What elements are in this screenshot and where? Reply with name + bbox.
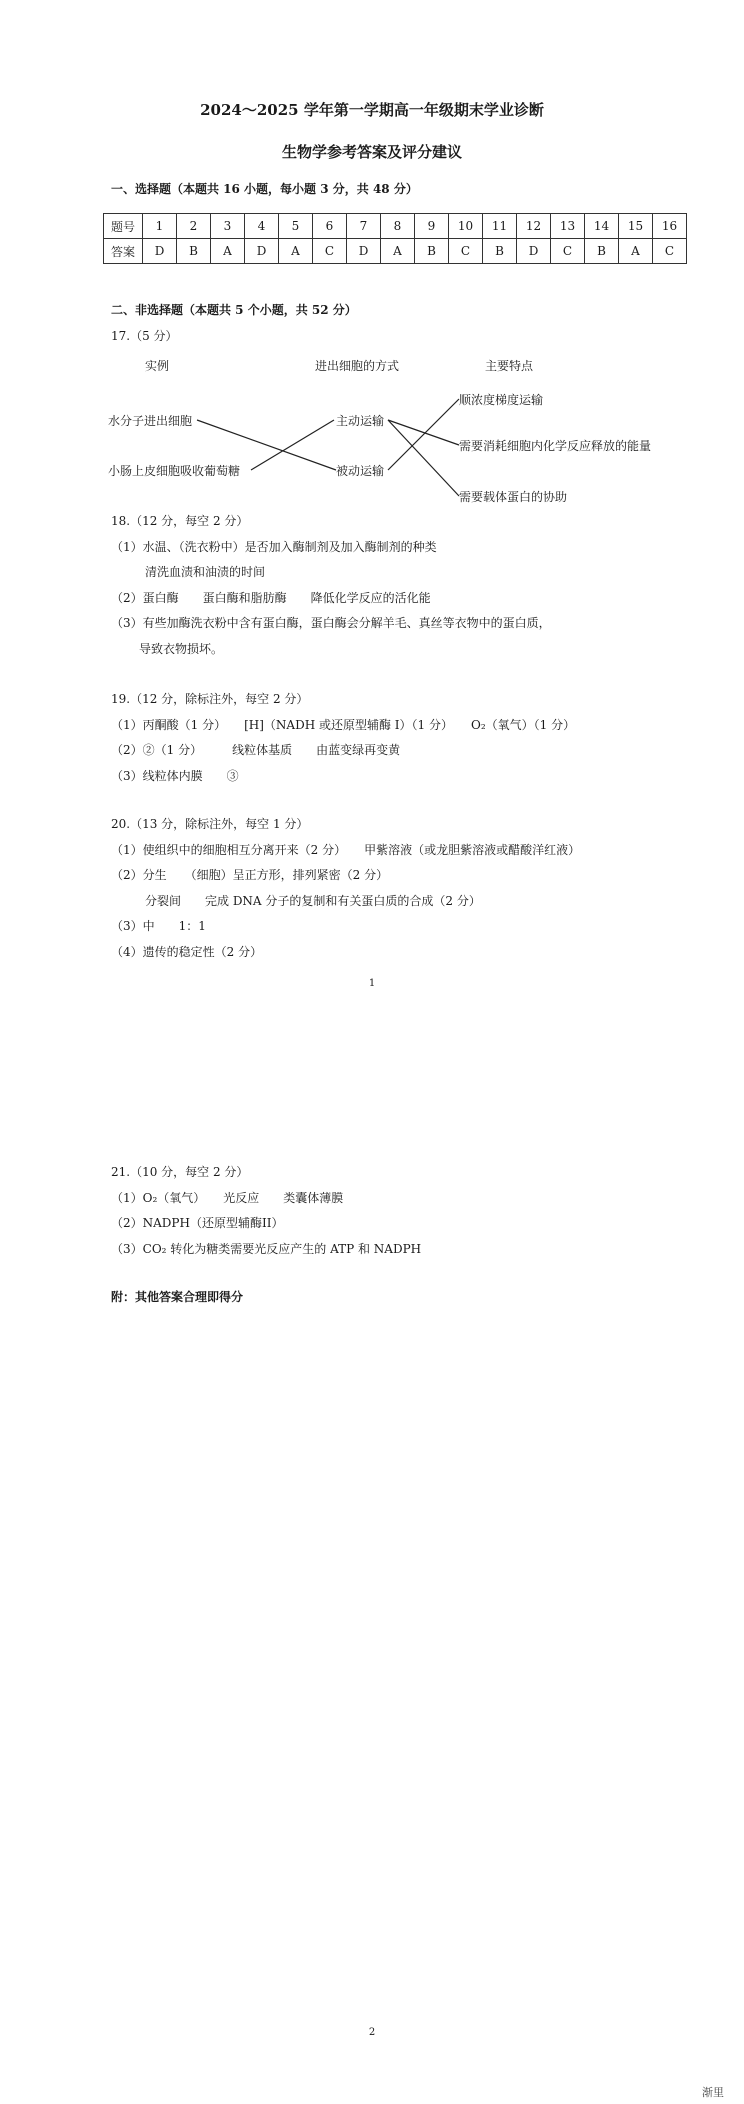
answer-cell: B xyxy=(415,239,449,264)
answer-cell: D xyxy=(245,239,279,264)
match-line xyxy=(388,420,459,496)
q19-line: （3）线粒体内膜 ③ xyxy=(111,769,239,783)
scoring-note: 附：其他答案合理即得分 xyxy=(111,1290,244,1304)
question-number: 11 xyxy=(483,214,517,239)
answer-cell: D xyxy=(347,239,381,264)
question-number: 7 xyxy=(347,214,381,239)
q17-col-examples: 实例 xyxy=(145,359,170,373)
row-label: 答案 xyxy=(104,239,143,264)
exam-title: 2024～2025 学年第一学期高一年级期末学业诊断 xyxy=(200,101,544,119)
page-number: 1 xyxy=(368,978,376,989)
answer-cell: B xyxy=(585,239,619,264)
q21-line: （3）CO₂ 转化为糖类需要光反应产生的 ATP 和 NADPH xyxy=(111,1242,422,1256)
section1-heading: 一、选择题（本题共 16 小题，每小题 3 分，共 48 分） xyxy=(111,182,418,196)
question-number: 10 xyxy=(449,214,483,239)
answer-cell: C xyxy=(653,239,687,264)
answer-cell: D xyxy=(517,239,551,264)
question-number: 1 xyxy=(143,214,177,239)
match-line xyxy=(197,420,336,470)
q18-line: （3）有些加酶洗衣粉中含有蛋白酶，蛋白酶会分解羊毛、真丝等衣物中的蛋白质， xyxy=(111,616,551,630)
q20-line: （2）分生 （细胞）呈正方形，排列紧密（2 分） xyxy=(111,868,389,882)
q20-line: 分裂间 完成 DNA 分子的复制和有关蛋白质的合成（2 分） xyxy=(145,894,481,908)
q19-line: （2）②（1 分） 线粒体基质 由蓝变绿再变黄 xyxy=(111,743,401,757)
q20-line: （4）遗传的稳定性（2 分） xyxy=(111,945,263,959)
q19-header: 19.（12 分，除标注外，每空 2 分） xyxy=(111,692,309,706)
q18-line: （1）水温、（洗衣粉中）是否加入酶制剂及加入酶制剂的种类 xyxy=(111,540,437,554)
question-number: 2 xyxy=(177,214,211,239)
answer-cell: A xyxy=(211,239,245,264)
question-number: 14 xyxy=(585,214,619,239)
q18-line: （2）蛋白酶 蛋白酶和脂肪酶 降低化学反应的活化能 xyxy=(111,591,431,605)
question-number: 8 xyxy=(381,214,415,239)
section2-heading: 二、非选择题（本题共 5 个小题，共 52 分） xyxy=(111,303,357,317)
q17-col-methods: 进出细胞的方式 xyxy=(315,359,400,373)
question-number: 4 xyxy=(245,214,279,239)
q17-feature-1: 顺浓度梯度运输 xyxy=(459,393,544,407)
q17-header: 17.（5 分） xyxy=(111,329,178,343)
match-line xyxy=(251,420,334,470)
q17-matching-lines xyxy=(0,0,744,560)
question-number: 3 xyxy=(211,214,245,239)
answer-cell: D xyxy=(143,239,177,264)
q20-header: 20.（13 分，除标注外，每空 1 分） xyxy=(111,817,309,831)
q19-line: （1）丙酮酸（1 分） [H]（NADH 或还原型辅酶 I）（1 分） O₂（氧气）（1 分） xyxy=(111,718,576,732)
q21-line: （2）NADPH（还原型辅酶II） xyxy=(111,1216,284,1230)
q17-method-1: 主动运输 xyxy=(336,414,385,428)
answer-cell: A xyxy=(381,239,415,264)
q21-line: （1）O₂（氧气） 光反应 类囊体薄膜 xyxy=(111,1191,344,1205)
q20-line: （3）中 1：1 xyxy=(111,919,206,933)
q17-feature-3: 需要载体蛋白的协助 xyxy=(459,490,568,504)
question-number: 16 xyxy=(653,214,687,239)
exam-subtitle: 生物学参考答案及评分建议 xyxy=(281,143,462,161)
answer-cell: A xyxy=(619,239,653,264)
row-label: 题号 xyxy=(104,214,143,239)
answer-cell: C xyxy=(313,239,347,264)
q17-example-2: 小肠上皮细胞吸收葡萄糖 xyxy=(108,464,241,478)
match-line xyxy=(388,420,459,445)
q17-method-2: 被动运输 xyxy=(336,464,385,478)
match-line xyxy=(388,399,459,470)
q20-line: （1）使组织中的细胞相互分离开来（2 分） 甲紫溶液（或龙胆紫溶液或醋酸洋红液） xyxy=(111,843,581,857)
q18-header: 18.（12 分，每空 2 分） xyxy=(111,514,249,528)
question-number: 5 xyxy=(279,214,313,239)
q17-example-1: 水分子进出细胞 xyxy=(108,414,193,428)
q17-col-features: 主要特点 xyxy=(485,359,534,373)
page-number: 2 xyxy=(368,2027,376,2038)
question-number: 6 xyxy=(313,214,347,239)
answer-cell: B xyxy=(177,239,211,264)
question-number: 15 xyxy=(619,214,653,239)
question-number: 9 xyxy=(415,214,449,239)
question-number: 13 xyxy=(551,214,585,239)
question-number: 12 xyxy=(517,214,551,239)
q18-line: 清洗血渍和油渍的时间 xyxy=(145,565,266,579)
answer-cell: C xyxy=(449,239,483,264)
q17-feature-2: 需要消耗细胞内化学反应释放的能量 xyxy=(459,439,652,453)
q21-header: 21.（10 分，每空 2 分） xyxy=(111,1165,249,1179)
answer-cell: C xyxy=(551,239,585,264)
corner-watermark: 渐里 xyxy=(702,2086,724,2099)
q18-line: 导致衣物损坏。 xyxy=(139,642,224,656)
answer-cell: B xyxy=(483,239,517,264)
answer-cell: A xyxy=(279,239,313,264)
